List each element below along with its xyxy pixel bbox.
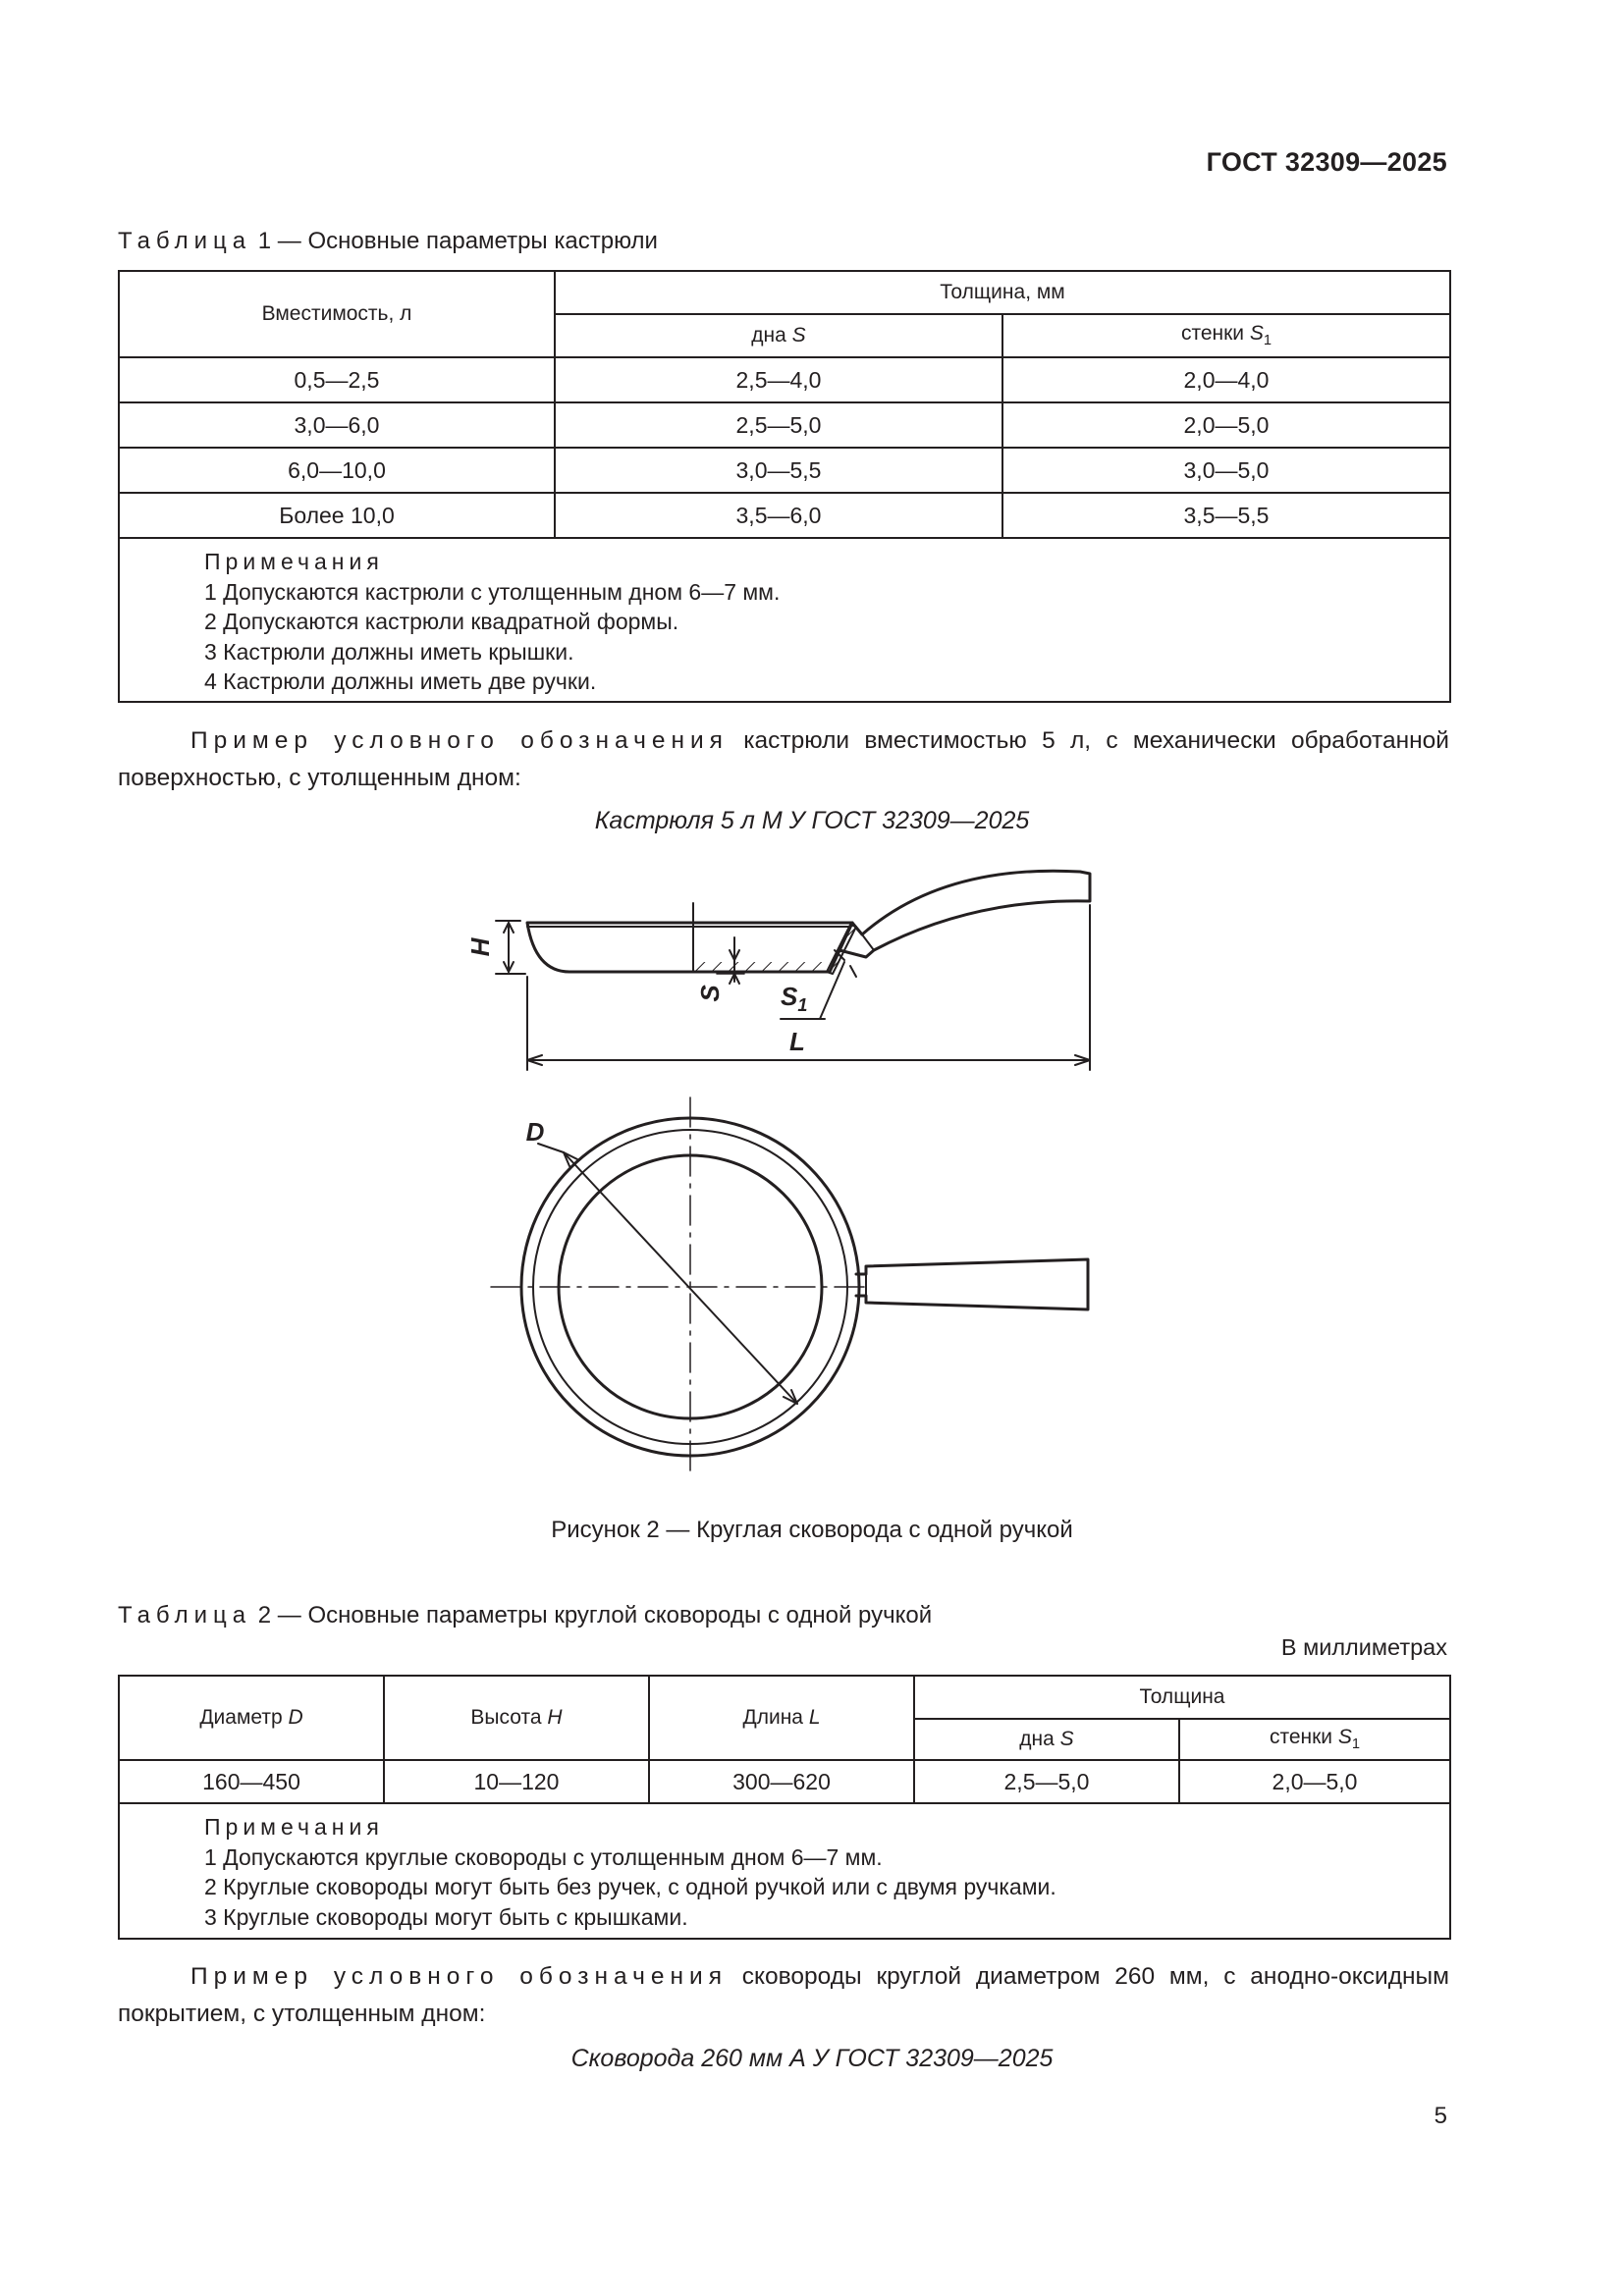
table-cell: 2,0—5,0 [1002,402,1450,448]
table-cell: 3,0—6,0 [119,402,555,448]
pan-side-handle [839,871,1090,957]
example1-text: кастрюли вместимостью 5 л, с механически обработанной поверхностью, с утолщенным дном: [118,727,1449,791]
standard-code: ГОСТ 32309—2025 [1206,147,1447,177]
note-item: 1 Допускаются круглые сковороды с утолщенным дном 6—7 мм. [204,1843,883,1870]
example2-paragraph [118,1958,1449,2033]
table-cell: 3,0—5,0 [1002,448,1450,493]
table-cell: 2,5—5,0 [914,1760,1179,1803]
table-cell: 3,5—6,0 [555,493,1002,538]
table-cell: 3,0—5,5 [555,448,1002,493]
table2-header-wall: стенки $S_1$ [1179,1719,1450,1760]
label-L: L [789,1027,805,1056]
label-H: H [465,937,495,957]
table2-caption-text: 2 — Основные параметры круглой сковороды с одной ручкой [257,1602,933,1629]
table1-header-bottom: дна S [555,314,1002,357]
example2-text: сковороды круглой диаметром 260 мм, с анодно-оксидным покрытием, с утолщенным дном: [118,1963,1449,2027]
label-S: S [695,985,725,1002]
note-item: 3 Круглые сковороды могут быть с крышками. [204,1903,688,1930]
table-cell: 0,5—2,5 [119,357,555,402]
note-item: 1 Допускаются кастрюли с утолщенным дном 6—7 мм. [204,578,781,605]
table2-header-length: Длина L [649,1676,914,1760]
table2-header-bottom: дна S [914,1719,1179,1760]
note-item: 3 Кастрюли должны иметь крышки. [204,638,574,665]
page-number: 5 [1434,2103,1447,2129]
table2-header-thickness: Толщина [914,1676,1450,1719]
example2-lead: Пример условного обозначения [190,1963,728,1990]
table2-header-height: Высота H [384,1676,649,1760]
table-row [119,1760,1450,1803]
notes-title: Примечания [204,1814,384,1840]
table-cell: 300—620 [649,1760,914,1803]
example2-designation: Сковорода 260 мм А У ГОСТ 32309—2025 [570,2045,1054,2072]
table2-units: В миллиметрах [1280,1634,1447,1660]
table1-caption-text: 1 — Основные параметры кастрюли [257,228,658,254]
table-cell: 6,0—10,0 [119,448,555,493]
notes-title: Примечания [204,549,384,574]
note-item: 2 Допускаются кастрюли квадратной формы. [204,609,679,634]
table2-notes [119,1803,1450,1939]
label-D: D [525,1117,545,1147]
table-cell: 2,0—4,0 [1002,357,1450,402]
table-cell: 10—120 [384,1760,649,1803]
table2-header-diameter: Диаметр D [119,1676,384,1760]
table1-caption-prefix: Таблица [118,228,252,254]
table-cell: 160—450 [119,1760,384,1803]
table-cell: Более 10,0 [119,493,555,538]
table1-header-thickness: Толщина, мм [555,271,1450,314]
pan-top-handle [856,1259,1088,1309]
table-cell: 2,0—5,0 [1179,1760,1450,1803]
example1-designation: Кастрюля 5 л М У ГОСТ 32309—2025 [594,807,1030,834]
table-cell: 2,5—5,0 [555,402,1002,448]
table2-caption-prefix: Таблица [118,1602,252,1629]
note-item: 2 Круглые сковороды могут быть без ручек, с одной ручкой или с двумя ручками. [204,1874,1056,1899]
table2-caption [118,1602,932,1629]
table-cell: 3,5—5,5 [1002,493,1450,538]
table1-header-capacity: Вместимость, л [119,271,555,357]
table1-header-wall: стенки $S_1$ [1002,314,1450,357]
figure-caption: Рисунок 2 — Круглая сковорода с одной ручкой [551,1517,1073,1543]
label-S1: $S_1$ [781,982,808,1015]
table2 [118,1675,1451,1940]
example1-lead: Пример условного обозначения [190,727,729,754]
table-cell: 2,5—4,0 [555,357,1002,402]
note-item: 4 Кастрюли должны иметь две ручки. [204,668,597,694]
